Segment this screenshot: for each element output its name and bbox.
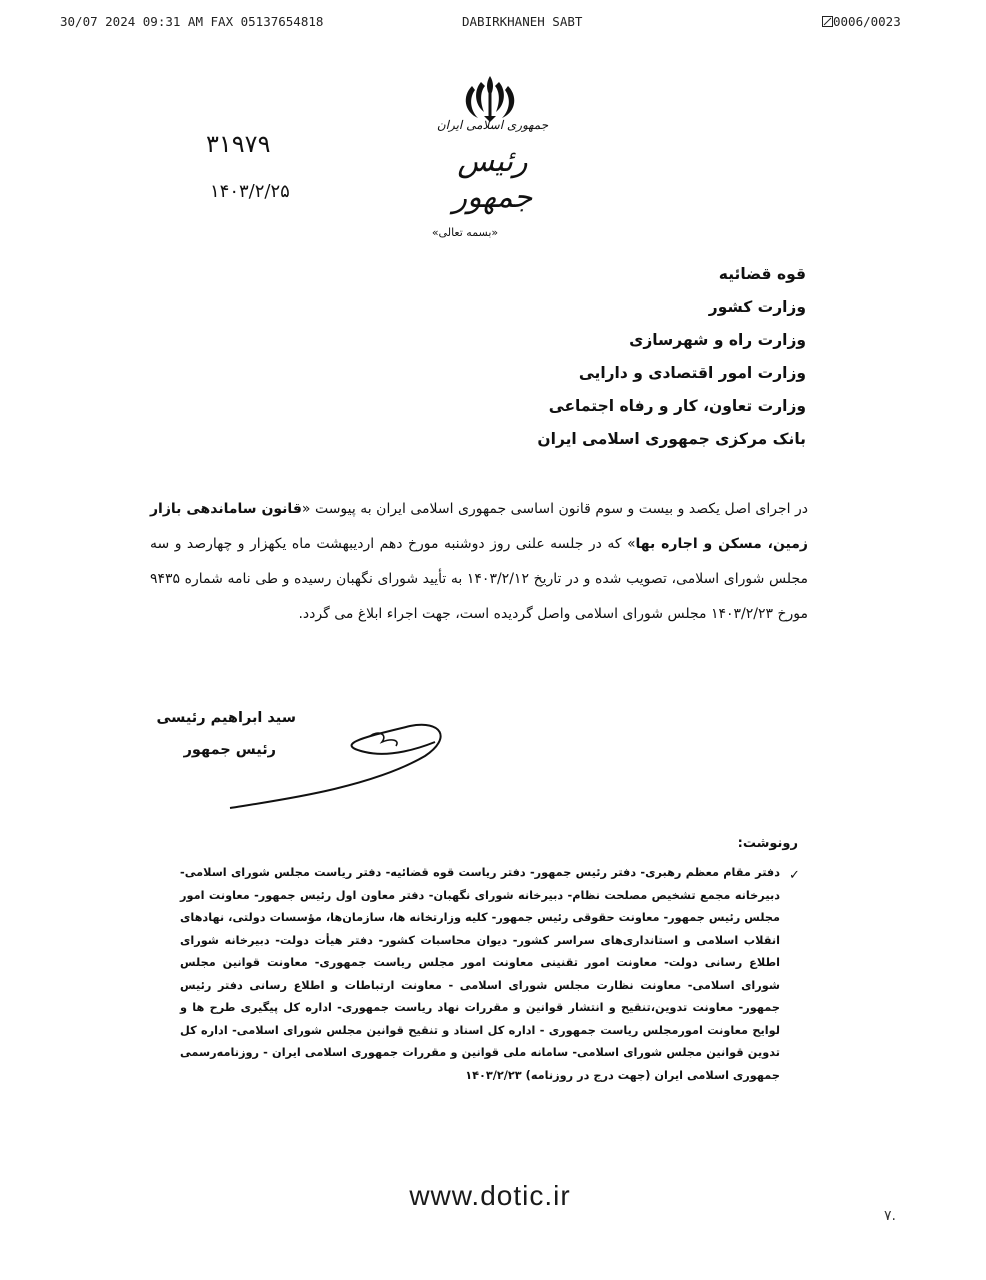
cc-list: دفتر مقام معظم رهبری- دفتر رئیس جمهور- دفتر ریاست قوه قضائیه- دفتر ریاست مجلس شورای اسلامی- دبیرخانه مجمع تشخیص مصلحت نظام- دبیرخانه شورای نگهبان- دفتر معاون اول رئیس جمهور- معاونت امور مجلس رئیس جمهور- معاونت حقوقی رئیس جمهور- کلیه وزارتخانه ها، سازمان‌ها، مؤسسات دولتی، نهادهای انقلاب اسلامی و استانداری‌های سراسر کشور- دیوان محاسبات کشور- دفتر هیأت دولت- دبیرخانه شورای اطلاع رسانی دولت- معاونت امور تقنینی معاونت امور مجلس ریاست جمهوری- معاونت قوانین مجلس شورای اسلامی- معاونت نظارت مجلس شورای اسلامی - معاونت ارتباطات و اطلاع رسانی دفتر رئیس جمهور- معاونت تدوین،تنقیح و انتشار قوانین و مقررات نهاد ریاست جمهوری- اداره کل پیگیری طرح ها و لوایح معاونت امورمجلس ریاست جمهوری - اداره کل اسناد و تنقیح قوانین مجلس شورای اسلامی- اداره کل تدوین قوانین مجلس شورای اسلامی- سامانه ملی قوانین و مقررات جمهوری اسلامی ایران - روزنامه‌رسمی جمهوری اسلامی ایران (جهت درج در روزنامه) ۱۴۰۳/۲/۲۳	[180, 866, 780, 1082]
iran-emblem-icon	[454, 72, 526, 124]
recipient-item: وزارت تعاون، کار و رفاه اجتماعی	[548, 397, 806, 415]
recipient-item: بانک مرکزی جمهوری اسلامی ایران	[537, 430, 806, 448]
fax-timestamp: 30/07 2024 09:31 AM FAX 05137654818	[60, 14, 324, 29]
body-intro: در اجرای اصل یکصد و بیست و سوم قانون اساسی جمهوری اسلامی ایران به پیوست «	[301, 501, 808, 517]
reference-date: ۱۴۰۳/۲/۲۵	[210, 181, 290, 202]
recipient-list	[406, 258, 806, 456]
government-title: جمهوری اسلامی ایران	[436, 118, 549, 132]
recipient-item: وزارت امور اقتصادی و دارایی	[578, 364, 806, 382]
law-title: قانون ساماندهی بازار زمین، مسکن و اجاره بها	[150, 501, 808, 552]
fax-header	[0, 14, 986, 36]
fax-page-number: 0006/0023	[833, 14, 901, 29]
reference-number: ۳۱۹۷۹	[206, 130, 271, 158]
letter-body	[150, 492, 808, 632]
cc-label: رونوشت:	[737, 836, 798, 851]
signatory-name: سید ابراهیم رئیسی	[156, 710, 296, 726]
bullet-check-icon: ✓	[789, 868, 800, 883]
recipient-item: وزارت کشور	[708, 298, 806, 316]
website-url: www.dotic.ir	[409, 1180, 571, 1211]
signatory-title: رئیس جمهور	[183, 742, 276, 758]
fax-sender: DABIRKHANEH SABT	[462, 14, 583, 29]
recipient-item: وزارت راه و شهرسازی	[629, 331, 806, 349]
fax-page	[822, 14, 901, 29]
handwritten-signature	[220, 708, 450, 818]
office-title: رئیس جمهور	[452, 144, 533, 215]
recipient-item: قوه قضائیه	[718, 265, 806, 283]
body-rest: » که در جلسه علنی روز دوشنبه مورخ دهم اردیبهشت ماه یکهزار و چهارصد و سه مجلس شورای اسلامی، تصویب شده و در تاریخ ۱۴۰۳/۲/۱۲ به تأیید شورای نگهبان رسیده و طی نامه شماره ۹۴۳۵ مورخ ۱۴۰۳/۲/۲۳ مجلس شورای اسلامی واصل گردیده است، جهت اجراء ابلاغ می گردد.	[150, 536, 808, 622]
fax-page-icon	[822, 16, 833, 27]
corner-mark: ۷.	[884, 1208, 896, 1224]
basmala: «بسمه تعالی»	[431, 226, 499, 239]
